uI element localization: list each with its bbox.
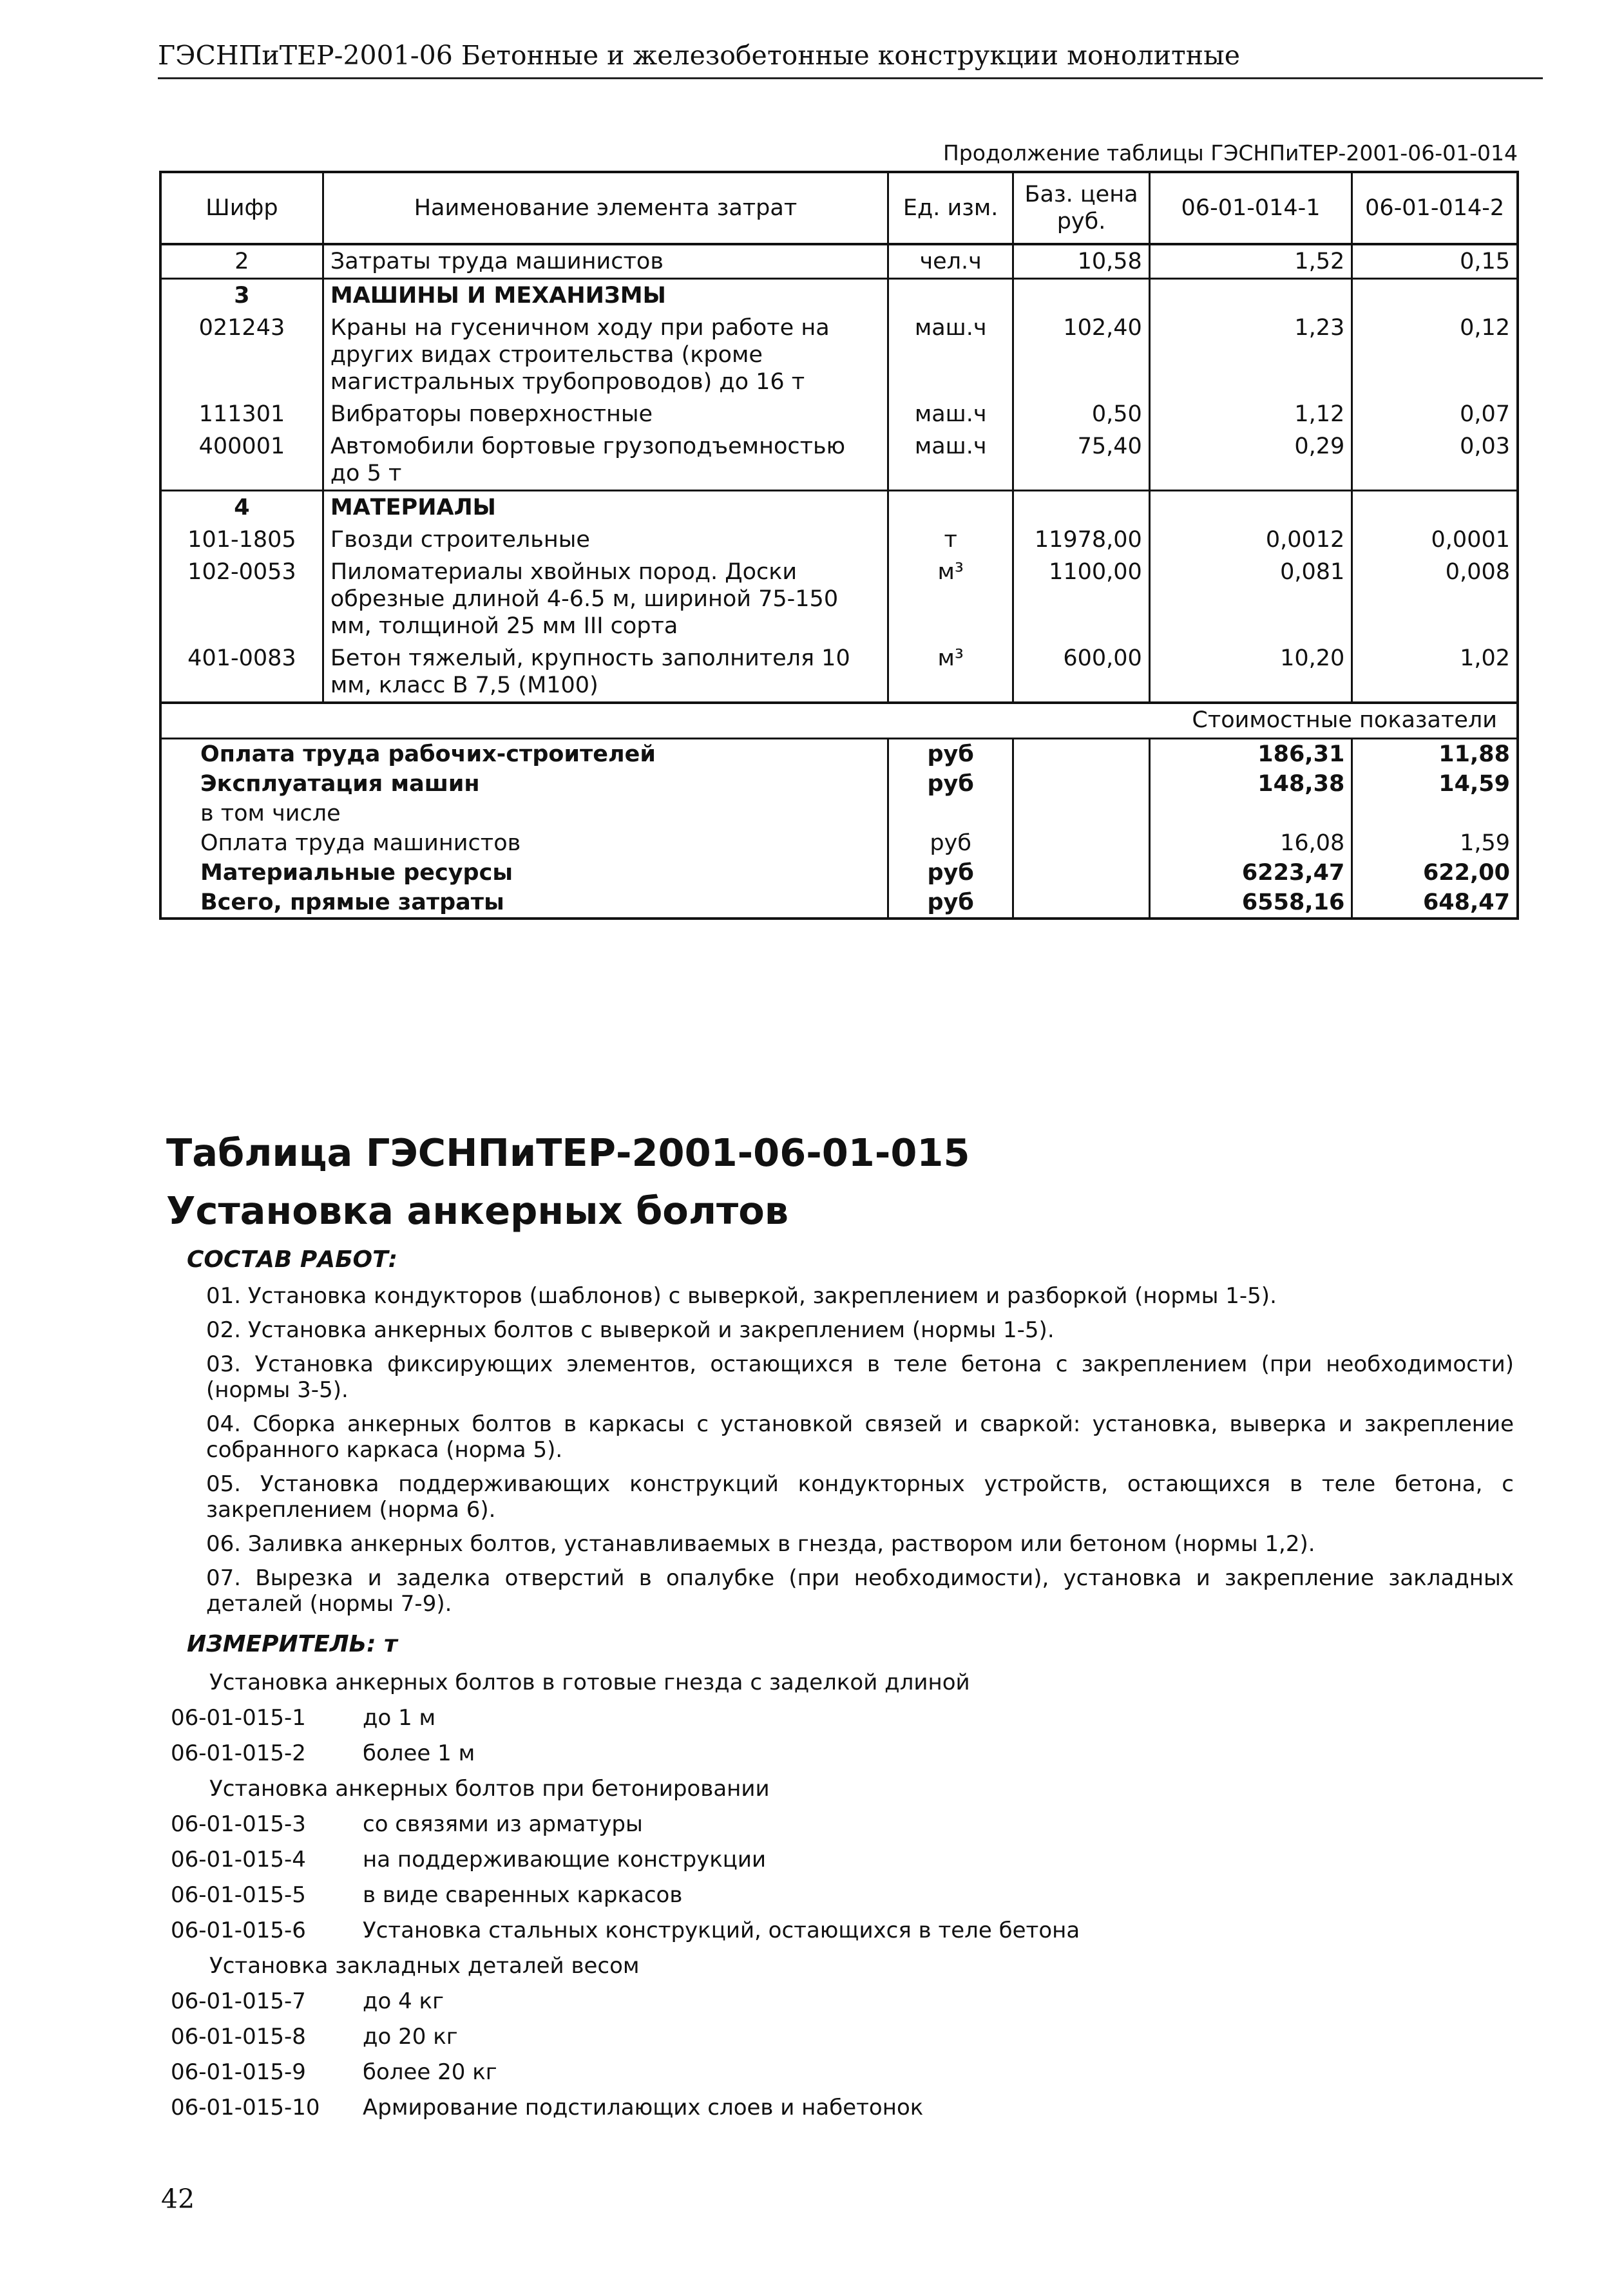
work-item: 05. Установка поддерживающих конструкций кондукторных устройств, остающихся в теле бетона, с закреплением (норма 6). [206,1471,1514,1523]
summary-unit: руб [888,858,1013,888]
work-item: 07. Вырезка и заделка отверстий в опалубке (при необходимости), установка и закрепление закладных деталей (нормы 7-9). [206,1565,1514,1617]
summary-label: Материальные ресурсы [160,858,888,888]
row-norm-1: 0,29 [1149,430,1352,491]
meter-label: ИЗМЕРИТЕЛЬ: т [187,1631,397,1657]
work-item: 02. Установка анкерных болтов с выверкой и закреплением (нормы 1-5). [206,1317,1055,1343]
row-price: 102,40 [1013,312,1150,398]
norm-code: 06-01-015-2 [171,1740,306,1766]
running-header: ГЭСНПиТЕР-2001-06 Бетонные и железобетонные конструкции монолитные [158,40,1240,71]
row-norm-2: 0,07 [1352,398,1518,430]
table-continuation-caption: Продолжение таблицы ГЭСНПиТЕР-2001-06-01-014 [942,140,1518,166]
summary-norm-2: 11,88 [1352,739,1518,770]
norm-row [171,1807,1524,1842]
summary-norm-1: 6223,47 [1149,858,1352,888]
row-norm-1: 1,12 [1149,398,1352,430]
works-heading: СОСТАВ РАБОТ: [187,1246,398,1273]
norm-row [171,2055,1524,2090]
summary-row [160,888,1518,919]
norm-group-title: Установка закладных деталей весом [209,1953,640,1979]
row-unit: чел.ч [888,244,1013,279]
norm-row [171,2019,1524,2055]
summary-row [160,828,1518,858]
summary-row [160,858,1518,888]
norm-row [171,1701,1524,1736]
summary-norm-1: 186,31 [1149,739,1352,770]
summary-label: в том числе [160,799,888,828]
table-row [160,430,1518,491]
norm-text: до 4 кг [363,1988,444,2014]
row-price: 10,58 [1013,244,1150,279]
row-name: Гвозди строительные [323,524,888,556]
summary-unit: руб [888,769,1013,799]
norm-text: Установка стальных конструкций, остающихся в теле бетона [363,1918,1080,1943]
norm-text: на поддерживающие конструкции [363,1847,767,1872]
works-list [206,1283,1514,1625]
col-header-price: Баз. цена руб. [1013,172,1150,244]
section-subtitle: Установка анкерных болтов [166,1188,789,1233]
row-unit: м³ [888,556,1013,642]
col-header-code: Шифр [160,172,323,244]
row-unit: т [888,524,1013,556]
row-norm-2: 0,008 [1352,556,1518,642]
norm-text: более 20 кг [363,2059,497,2085]
summary-unit: руб [888,828,1013,858]
summary-unit: руб [888,888,1013,919]
summary-label: Всего, прямые затраты [160,888,888,919]
work-item: 06. Заливка анкерных болтов, устанавливаемых в гнезда, раствором или бетоном (нормы 1,2). [206,1531,1315,1557]
row-norm-2: 0,15 [1352,244,1518,279]
row-unit: маш.ч [888,430,1013,491]
summary-norm-2: 648,47 [1352,888,1518,919]
norm-row [171,1913,1524,1948]
page-number: 42 [161,2184,195,2215]
row-price: 1100,00 [1013,556,1150,642]
table-section-row [160,491,1518,524]
summary-norm-1: 16,08 [1149,828,1352,858]
table-row [160,312,1518,398]
row-norm-1: 10,20 [1149,642,1352,703]
norm-code: 06-01-015-10 [171,2095,320,2120]
row-norm-1: 0,081 [1149,556,1352,642]
norm-code: 06-01-015-6 [171,1918,306,1943]
row-code: 101-1805 [160,524,323,556]
summary-norm-1: 148,38 [1149,769,1352,799]
section-table-title: Таблица ГЭСНПиТЕР-2001-06-01-015 [166,1130,970,1175]
summary-label: Оплата труда рабочих-строителей [160,739,888,770]
norm-text: до 1 м [363,1705,436,1731]
section-code: 4 [160,491,323,524]
work-item: 03. Установка фиксирующих элементов, остающихся в теле бетона с закреплением (при необходимости) (нормы 3-5). [206,1351,1514,1403]
row-code: 021243 [160,312,323,398]
work-item: 04. Сборка анкерных болтов в каркасы с установкой связей и сваркой: установка, выверка и закрепление собранного каркаса (норма 5). [206,1411,1514,1463]
section-code: 3 [160,279,323,312]
norm-row [171,1984,1524,2019]
summary-unit: руб [888,739,1013,770]
summary-row [160,769,1518,799]
norms-list [171,1665,1524,2126]
row-price: 600,00 [1013,642,1150,703]
norm-text: до 20 кг [363,2024,458,2050]
table-row [160,642,1518,703]
table-header-row [160,172,1518,244]
norm-code: 06-01-015-7 [171,1988,306,2014]
summary-norm-2: 622,00 [1352,858,1518,888]
table-row [160,244,1518,279]
row-name: Краны на гусеничном ходу при работе на других видах строительства (кроме магистральных трубопроводов) до 16 т [323,312,888,398]
row-code: 102-0053 [160,556,323,642]
row-code: 2 [160,244,323,279]
table-row [160,556,1518,642]
row-unit: м³ [888,642,1013,703]
header-rule [158,77,1543,79]
norm-group-title: Установка анкерных болтов при бетонировании [209,1776,770,1802]
summary-norm-1: 6558,16 [1149,888,1352,919]
summary-norm-2: 14,59 [1352,769,1518,799]
row-name: Вибраторы поверхностные [323,398,888,430]
col-header-unit: Ед. изм. [888,172,1013,244]
norm-row [171,1878,1524,1913]
norm-text: в виде сваренных каркасов [363,1882,683,1908]
row-norm-1: 1,23 [1149,312,1352,398]
col-header-norm-1: 06-01-014-1 [1149,172,1352,244]
row-code: 400001 [160,430,323,491]
norm-code: 06-01-015-4 [171,1847,306,1872]
norm-text: со связями из арматуры [363,1811,643,1837]
norm-code: 06-01-015-5 [171,1882,306,1908]
section-title: МАТЕРИАЛЫ [323,491,888,524]
table-row [160,398,1518,430]
row-price: 75,40 [1013,430,1150,491]
norm-row [171,2090,1524,2126]
norm-row [171,1736,1524,1771]
norm-text: более 1 м [363,1740,475,1766]
row-code: 111301 [160,398,323,430]
row-norm-2: 0,03 [1352,430,1518,491]
row-norm-2: 0,12 [1352,312,1518,398]
summary-row [160,739,1518,770]
cost-table [159,171,1519,920]
norm-row [171,1842,1524,1878]
row-price: 0,50 [1013,398,1150,430]
row-norm-1: 1,52 [1149,244,1352,279]
row-price: 11978,00 [1013,524,1150,556]
norm-group-title: Установка анкерных болтов в готовые гнезда с заделкой длиной [209,1670,970,1695]
summary-label: Оплата труда машинистов [160,828,888,858]
row-name: Затраты труда машинистов [323,244,888,279]
row-unit: маш.ч [888,312,1013,398]
norm-code: 06-01-015-8 [171,2024,306,2050]
row-norm-2: 1,02 [1352,642,1518,703]
row-name: Бетон тяжелый, крупность заполнителя 10 мм, класс В 7,5 (М100) [323,642,888,703]
norm-code: 06-01-015-1 [171,1705,306,1731]
cost-indicators-row [160,703,1518,739]
summary-norm-2: 1,59 [1352,828,1518,858]
summary-row [160,799,1518,828]
col-header-norm-2: 06-01-014-2 [1352,172,1518,244]
row-code: 401-0083 [160,642,323,703]
summary-label: Эксплуатация машин [160,769,888,799]
row-name: Пиломатериалы хвойных пород. Доски обрезные длиной 4-6.5 м, шириной 75-150 мм, толщиной 25 мм III сорта [323,556,888,642]
norm-code: 06-01-015-3 [171,1811,306,1837]
row-unit: маш.ч [888,398,1013,430]
col-header-name: Наименование элемента затрат [323,172,888,244]
cost-indicators-label: Стоимостные показатели [160,703,1518,739]
row-norm-2: 0,0001 [1352,524,1518,556]
norm-code: 06-01-015-9 [171,2059,306,2085]
row-norm-1: 0,0012 [1149,524,1352,556]
table-row [160,524,1518,556]
section-title: МАШИНЫ И МЕХАНИЗМЫ [323,279,888,312]
work-item: 01. Установка кондукторов (шаблонов) с выверкой, закреплением и разборкой (нормы 1-5). [206,1283,1277,1309]
table-section-row [160,279,1518,312]
norm-text: Армирование подстилающих слоев и набетонок [363,2095,924,2120]
row-name: Автомобили бортовые грузоподъемностью до 5 т [323,430,888,491]
